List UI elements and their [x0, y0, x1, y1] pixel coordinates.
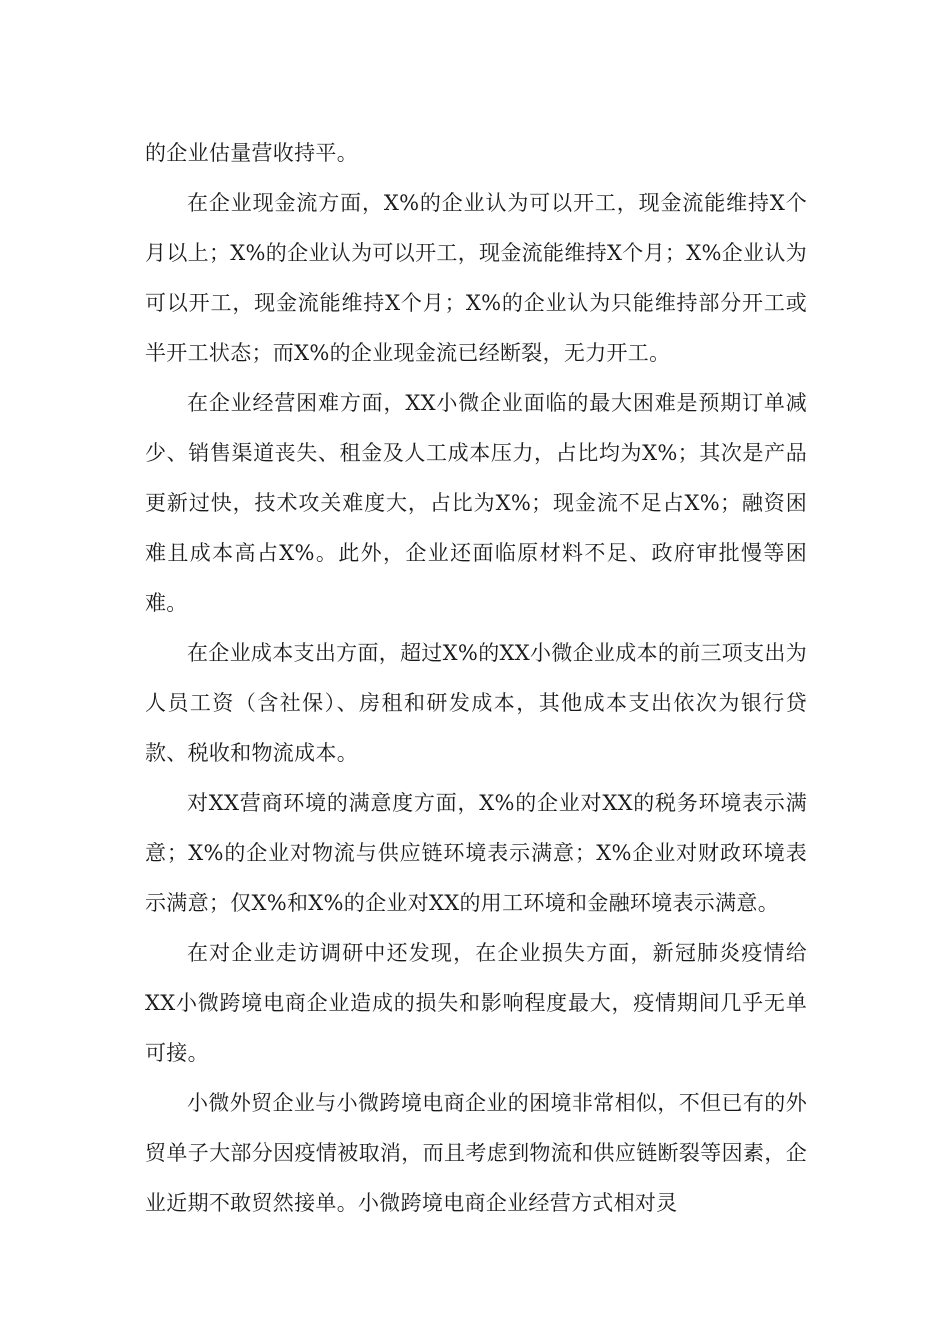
- paragraph-foreign-trade: 小微外贸企业与小微跨境电商企业的困境非常相似，不但已有的外贸单子大部分因疫情被取消，而且考虑到物流和供应链断裂等因素，企业近期不敢贸然接单。小微跨境电商企业经营方式相对灵: [145, 1091, 807, 1215]
- paragraph-operating-difficulties: 在企业经营困难方面，XX小微企业面临的最大困难是预期订单减少、销售渠道丧失、租金及人工成本压力，占比均为X%；其次是产品更新过快，技术攻关难度大，占比为X%；现金流不足占X%；融资困难且成本高占X%。此外，企业还面临原材料不足、政府审批慢等困难。: [145, 391, 807, 615]
- paragraph-survey-findings: 在对企业走访调研中还发现，在企业损失方面，新冠肺炎疫情给XX小微跨境电商企业造成的损失和影响程度最大，疫情期间几乎无单可接。: [145, 941, 807, 1065]
- paragraph-continuation: 的企业估量营收持平。: [145, 141, 358, 165]
- paragraph-cash-flow: 在企业现金流方面，X%的企业认为可以开工，现金流能维持X个月以上；X%的企业认为可以开工，现金流能维持X个月；X%企业认为可以开工，现金流能维持X个月；X%的企业认为只能维持部分开工或半开工状态；而X%的企业现金流已经断裂，无力开工。: [145, 191, 807, 365]
- body-text: [145, 128, 807, 1228]
- paragraph-business-environment: 对XX营商环境的满意度方面，X%的企业对XX的税务环境表示满意；X%的企业对物流与供应链环境表示满意；X%企业对财政环境表示满意；仅X%和X%的企业对XX的用工环境和金融环境表示满意。: [145, 791, 807, 915]
- paragraph-cost-expenditure: 在企业成本支出方面，超过X%的XX小微企业成本的前三项支出为人员工资（含社保）、房租和研发成本，其他成本支出依次为银行贷款、税收和物流成本。: [145, 641, 807, 765]
